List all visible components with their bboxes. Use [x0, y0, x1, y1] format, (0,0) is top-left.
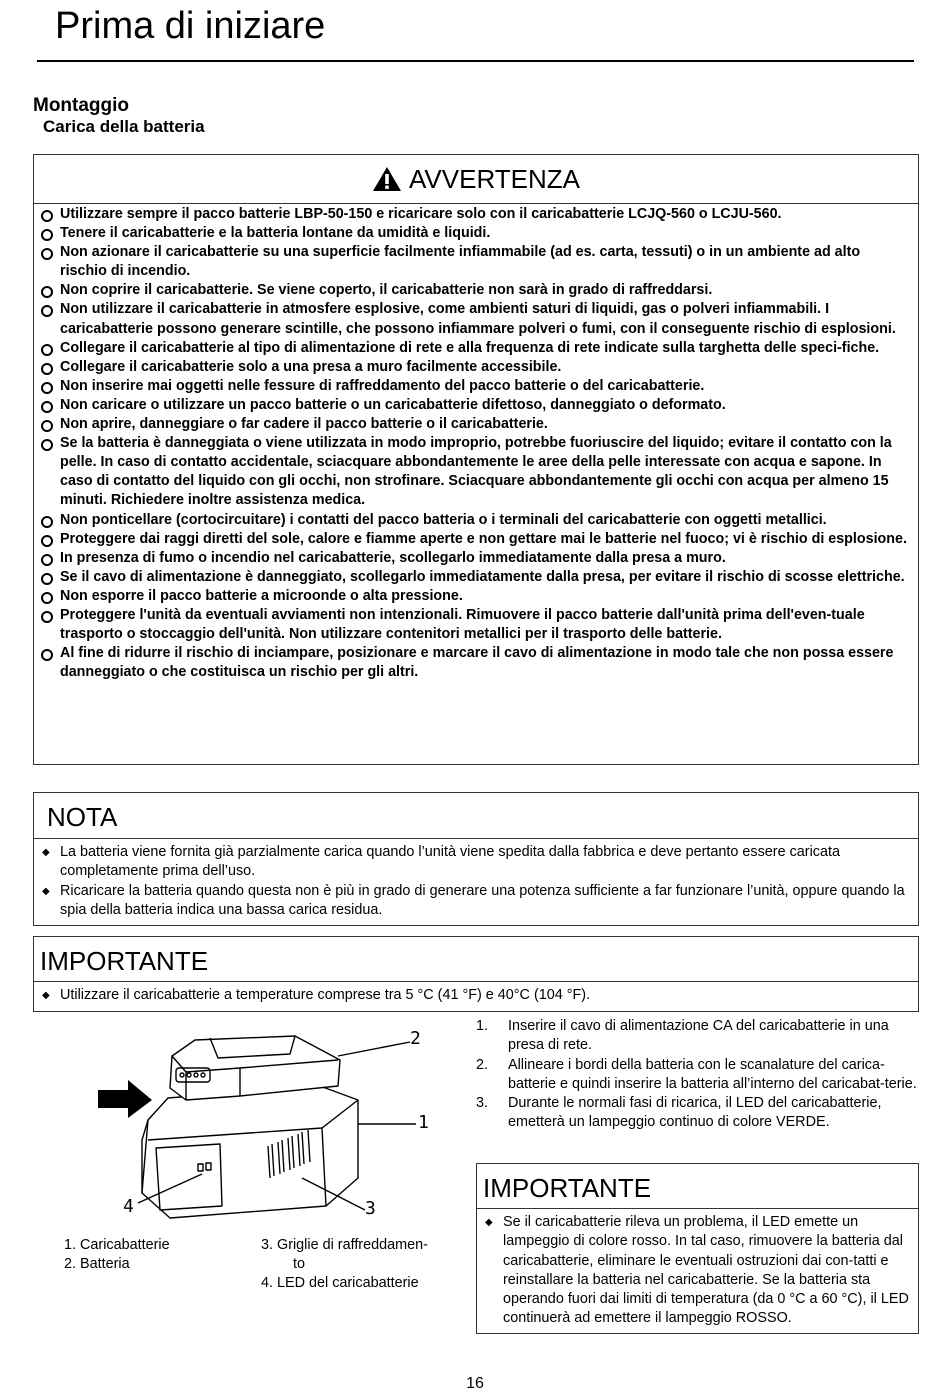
- warning-item-text: Collegare il caricabatterie solo a una presa a muro facilmente accessibile.: [60, 358, 562, 375]
- warning-item-text: Non utilizzare il caricabatterie in atmosfere esplosive, come ambienti saturi di liquidi, gas o polveri infiammabili. I caricabatterie possono generare scintille, che possono infiammare polveri o fumi, con il conseguente rischio di esplosioni.: [60, 301, 896, 337]
- step-text: Durante le normali fasi di ricarica, il LED del caricabatterie, emetterà un lampeggio continuo di colore VERDE.: [508, 1095, 882, 1131]
- callout-2: 2: [410, 1028, 421, 1049]
- warning-item: [41, 644, 909, 682]
- bullet-icon: [41, 382, 53, 394]
- warning-item: [41, 339, 909, 358]
- nota-box: [33, 792, 919, 926]
- bullet-icon: [41, 611, 53, 623]
- warning-item-text: Proteggere l'unità da eventuali avviamenti non intenzionali. Rimuovere il pacco batterie dall'unità prima dell'even-tuale trasporto o stoccaggio dell'unità. Non utilizzare contenitori metallici per il trasporto delle batterie.: [60, 606, 865, 643]
- step-number: 1.: [476, 1018, 489, 1034]
- warning-item: [41, 300, 909, 338]
- charger-figure: [90, 1028, 440, 1223]
- warning-item: [41, 511, 909, 530]
- warning-item: [41, 549, 909, 568]
- warning-item-text: Se il cavo di alimentazione è danneggiato, scollegarlo immediatamente dalla presa, per evitare il rischio di scosse elettriche.: [60, 568, 905, 585]
- bullet-icon: [41, 248, 53, 260]
- warning-item: [41, 377, 909, 396]
- bullet-icon: [41, 554, 53, 566]
- callout-4: 4: [123, 1196, 134, 1217]
- bullet-icon: ◆: [485, 1217, 493, 1228]
- bullet-icon: ◆: [42, 885, 50, 897]
- step-text: Inserire il cavo di alimentazione CA del caricabatterie in una presa di rete.: [508, 1018, 889, 1054]
- step-number: 2.: [476, 1056, 489, 1073]
- warning-list: [34, 204, 918, 682]
- warning-item: [41, 281, 909, 300]
- section-title: Montaggio: [33, 95, 130, 116]
- warning-item-text: Al fine di ridurre il rischio di inciampare, posizionare e marcare il cavo di alimentazione in modo tale che non possa essere danneggiato o che costituisca un rischio per gli altri.: [60, 645, 894, 681]
- warning-item: [41, 205, 909, 224]
- warning-item: [41, 606, 909, 644]
- bullet-icon: [41, 210, 53, 222]
- callout-3: 3: [365, 1198, 376, 1219]
- nota-list: [34, 839, 918, 920]
- importante-item-text: Utilizzare il caricabatterie a temperature comprese tra 5 °C (41 °F) e 40°C (104 °F).: [60, 987, 591, 1003]
- page-title: Prima di iniziare: [55, 5, 326, 47]
- step-text: Allineare i bordi della batteria con le scanalature del carica-batterie e quindi inserire la batteria all’interno del caricabat-terie.: [508, 1056, 917, 1092]
- bullet-icon: [41, 401, 53, 413]
- warning-title: AVVERTENZA: [409, 163, 580, 194]
- charger-illustration: [90, 1028, 440, 1223]
- warning-item-text: Utilizzare sempre il pacco batterie LBP-50-150 e ricaricare solo con il caricabatterie LCJQ-560 o LCJU-560.: [60, 206, 782, 222]
- importante-box-2: [476, 1163, 919, 1334]
- bullet-icon: [41, 516, 53, 528]
- warning-item: [41, 587, 909, 606]
- step-item: [476, 1094, 921, 1133]
- warning-item-text: Non aprire, danneggiare o far cadere il pacco batterie o il caricabatterie.: [60, 416, 548, 433]
- warning-item-text: Se la batteria è danneggiata o viene utilizzata in modo improprio, potrebbe fuoriuscire del liquido; evitare il contatto con la pelle. In caso di contatto accidentale, sciacquare abbondantemente le aree della pelle interessate con acqua e sapone. In caso di contatto del liquido con gli occhi, non strofinare. Sciacquare abbondantemente gli occhi con acqua per almeno 15 minuti. Richiedere inoltre assistenza medica.: [60, 435, 892, 509]
- bullet-icon: ◆: [42, 990, 50, 1001]
- bullet-icon: [41, 439, 53, 451]
- step-item: [476, 1056, 921, 1095]
- warning-item-text: Non azionare il caricabatterie su una superficie facilmente infiammabile (ad es. carta, tessuti) o in un ambiente ad alto rischio di incendio.: [60, 244, 861, 280]
- warning-item-text: Tenere il caricabatterie e la batteria lontane da umidità e liquidi.: [60, 225, 491, 242]
- nota-item: [40, 843, 910, 882]
- warning-header: [34, 155, 918, 204]
- importante-item: [40, 986, 910, 1005]
- warning-item-text: Proteggere dai raggi diretti del sole, calore e fiamme aperte e non gettare mai le batterie nel fuoco; vi è rischio di esplosione.: [60, 530, 907, 547]
- step-number: 3.: [476, 1095, 489, 1112]
- legend-item-2: 2. Batteria: [64, 1256, 130, 1272]
- importante-header-2: [477, 1164, 918, 1209]
- legend-item-4: 4. LED del caricabatterie: [261, 1275, 419, 1291]
- section-subtitle: Carica della batteria: [43, 117, 205, 136]
- bullet-icon: [41, 363, 53, 375]
- importante-title-1: IMPORTANTE: [40, 946, 209, 976]
- nota-item-text: Ricaricare la batteria quando questa non è più in grado di generare una potenza sufficiente a far funzionare l’unità, oppure quando la spia della batteria indica una bassa carica residua.: [60, 882, 905, 918]
- bullet-icon: [41, 573, 53, 585]
- nota-item: [40, 882, 910, 921]
- importante-title-2: IMPORTANTE: [483, 1173, 652, 1203]
- bullet-icon: [41, 305, 53, 317]
- warning-item-text: Collegare il caricabatterie al tipo di alimentazione di rete e alla frequenza di rete indicate sulla targhetta delle speci-fiche.: [60, 339, 880, 356]
- legend-item-3: 3. Griglie di raffreddamen-: [261, 1237, 428, 1253]
- title-rule: [37, 60, 914, 62]
- importante-list-1: [34, 982, 918, 1005]
- page-number: 16: [466, 1375, 484, 1392]
- callout-1: 1: [418, 1112, 429, 1133]
- warning-item-text: Non coprire il caricabatterie. Se viene coperto, il caricabatterie non sarà in grado di raffreddarsi.: [60, 282, 713, 299]
- warning-item: [41, 396, 909, 415]
- importante-header-1: [34, 937, 918, 982]
- warning-item-text: Non ponticellare (cortocircuitare) i contatti del pacco batteria o i terminali del caricabatterie con oggetti metallici.: [60, 511, 827, 528]
- legend-item-3-cont: to: [293, 1256, 306, 1272]
- warning-item: [41, 243, 909, 281]
- warning-item: [41, 434, 909, 510]
- steps-list: [476, 1017, 921, 1133]
- bullet-icon: ◆: [42, 847, 50, 858]
- nota-header: [34, 793, 918, 839]
- warning-item-text: In presenza di fumo o incendio nel caricabatterie, scollegarlo immediatamente dalla presa a muro.: [60, 549, 726, 566]
- importante-item-text: Se il caricabatterie rileva un problema, il LED emette un lampeggio di colore rosso. In tal caso, rimuovere la batteria dal caricabatterie, eliminare le eventuali ostruzioni dai con-tatti e reinstallare la batteria nel caricabatterie. Se la batteria sta operando fuori dai limiti di temperatura (da 0 °C a 60 °C), il LED continuerà ad emettere il lampeggio ROSSO.: [503, 1214, 909, 1327]
- nota-title: NOTA: [47, 802, 118, 832]
- bullet-icon: [41, 592, 53, 604]
- warning-triangle-icon: [372, 166, 402, 192]
- importante-list-2: [477, 1209, 918, 1329]
- warning-item-text: Non inserire mai oggetti nelle fessure di raffreddamento del pacco batterie o del caricabatterie.: [60, 377, 705, 394]
- importante-item: [483, 1213, 910, 1329]
- warning-item-text: Non esporre il pacco batterie a microonde o alta pressione.: [60, 587, 463, 604]
- warning-item-text: Non caricare o utilizzare un pacco batterie o un caricabatterie difettoso, danneggiato o deformato.: [60, 396, 726, 413]
- legend-item-1: 1. Caricabatterie: [64, 1237, 170, 1253]
- bullet-icon: [41, 229, 53, 241]
- bullet-icon: [41, 286, 53, 298]
- warning-item: [41, 415, 909, 434]
- nota-item-text: La batteria viene fornita già parzialmente carica quando l’unità viene spedita dalla fabbrica e deve pertanto essere caricata completamente prima dell’uso.: [60, 844, 840, 880]
- bullet-icon: [41, 344, 53, 356]
- warning-item: [41, 224, 909, 243]
- bullet-icon: [41, 649, 53, 661]
- step-item: [476, 1017, 921, 1056]
- warning-item: [41, 358, 909, 377]
- warning-item: [41, 530, 909, 549]
- warning-box: [33, 154, 919, 765]
- warning-item: [41, 568, 909, 587]
- bullet-icon: [41, 420, 53, 432]
- importante-box-1: [33, 936, 919, 1012]
- bullet-icon: [41, 535, 53, 547]
